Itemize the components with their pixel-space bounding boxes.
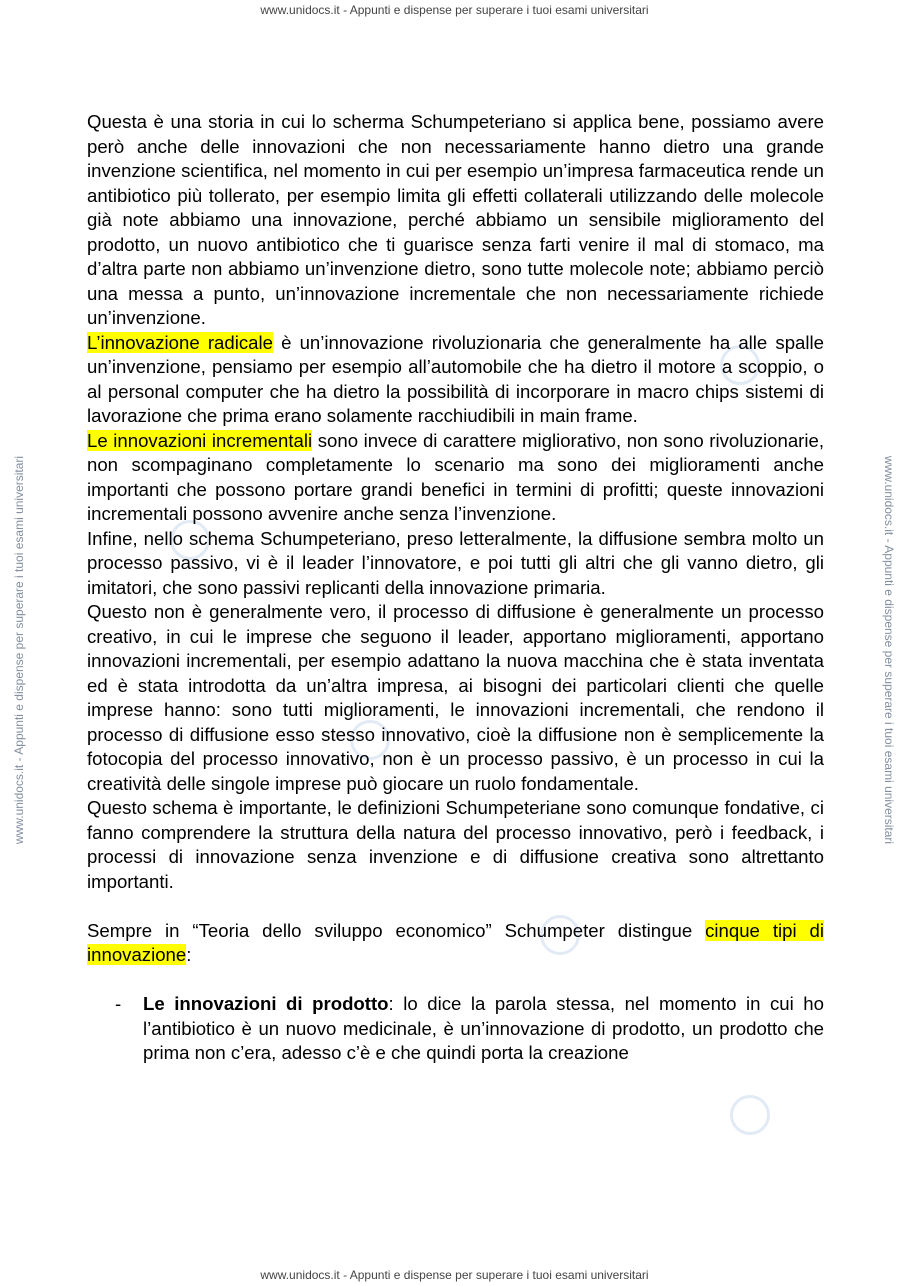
paragraph: Questo non è generalmente vero, il processo di diffusione è generalmente un processo creativo, in cui le imprese che seguono il leader, apportano miglioramenti, apportano innovazioni incrementali, per esempio adattano la nuova macchina che è stata inventata ed è stata introdotta da un’altra impresa, ai bisogni dei particolari clienti che quelle imprese hanno: sono tutti miglioramenti, le innovazioni incrementali, che rendono il processo di diffusione esso stesso innovativo, cioè la diffusione non è semplicemente la fotocopia del processo innovativo, non è un processo passivo, è un processo in cui la creatività delle singole imprese può giocare un ruolo fondamentale. bbox=[87, 601, 824, 794]
paragraph-text: sono invece di carattere migliorativo, non sono rivoluzionarie, non scompaginano completamente lo scenario ma sono dei miglioramenti anche importanti che possono portare grandi benefici in termini di profitti; queste innovazioni incrementali possono avvenire anche senza l’invenzione. bbox=[87, 429, 824, 524]
list-item-title: Le innovazioni di prodotto bbox=[143, 993, 389, 1014]
paragraph bbox=[87, 429, 824, 527]
left-side-watermark: www.unidocs.it - Appunti e dispense per superare i tuoi esami universitari bbox=[12, 455, 26, 845]
document-body bbox=[87, 110, 824, 1066]
right-side-watermark: www.unidocs.it - Appunti e dispense per superare i tuoi esami universitari bbox=[882, 455, 896, 845]
list-dash: - bbox=[115, 993, 122, 1014]
page-footer-watermark: www.unidocs.it - Appunti e dispense per superare i tuoi esami universitari bbox=[260, 1268, 649, 1282]
paragraph: Infine, nello schema Schumpeteriano, preso letteralmente, la diffusione sembra molto un processo passivo, vi è il leader l’innovatore, e poi tutti gli altri che gli vanno dietro, gli imitatori, che sono passivi replicanti della innovazione primaria. bbox=[87, 527, 824, 598]
watermark-logo-icon bbox=[730, 1095, 770, 1135]
paragraph-text: è un’innovazione rivoluzionaria che generalmente ha alle spalle un’invenzione, pensiamo per esempio all’automobile che ha dietro il motore a scoppio, o al personal computer che ha dietro la possibilità di incorporare in macro chips sistemi di lavorazione che prima erano solamente racchiudibili in main frame. bbox=[87, 331, 824, 426]
highlighted-term: cinque tipi di innovazione bbox=[87, 919, 824, 965]
page-header-watermark: www.unidocs.it - Appunti e dispense per superare i tuoi esami universitari bbox=[260, 3, 649, 17]
highlighted-term: L’innovazione radicale bbox=[87, 331, 273, 353]
paragraph bbox=[87, 331, 824, 429]
paragraph-gap bbox=[87, 894, 824, 919]
list-item-text: : lo dice la parola stessa, nel momento in cui ho l’antibiotico è un nuovo medicinale, è un’innovazione di prodotto, un prodotto che prima non c’era, adesso c’è e che quindi porta la creazione bbox=[143, 993, 824, 1063]
paragraph: Questa è una storia in cui lo scherma Schumpeteriano si applica bene, possiamo avere però anche delle innovazioni che non necessariamente hanno dietro una grande invenzione scientifica, nel momento in cui per esempio un’impresa farmaceutica rende un antibiotico più tollerato, per esempio limita gli effetti collaterali utilizzando delle molecole già note abbiamo una innovazione, perché abbiamo un sensibile miglioramento del prodotto, un nuovo antibiotico che ti guarisce senza farti venire il mal di stomaco, ma d’altra parte non abbiamo un’invenzione dietro, sono tutte molecole note; abbiamo perciò una messa a punto, un’innovazione incrementale che non necessariamente richiede un’invenzione. bbox=[87, 111, 824, 328]
highlighted-term: Le innovazioni incrementali bbox=[87, 429, 313, 451]
paragraph-text: : bbox=[186, 944, 192, 965]
paragraph-gap bbox=[87, 968, 824, 993]
paragraph bbox=[87, 919, 824, 968]
innovation-types-list bbox=[87, 992, 824, 1066]
list-item bbox=[87, 992, 824, 1066]
paragraph: Questo schema è importante, le definizioni Schumpeteriane sono comunque fondative, ci fanno comprendere la struttura della natura del processo innovativo, però i feedback, i processi di innovazione senza invenzione e di diffusione creativa sono altrettanto importanti. bbox=[87, 797, 824, 892]
paragraph-text: Sempre in “Teoria dello sviluppo economico” Schumpeter distingue bbox=[87, 919, 706, 941]
